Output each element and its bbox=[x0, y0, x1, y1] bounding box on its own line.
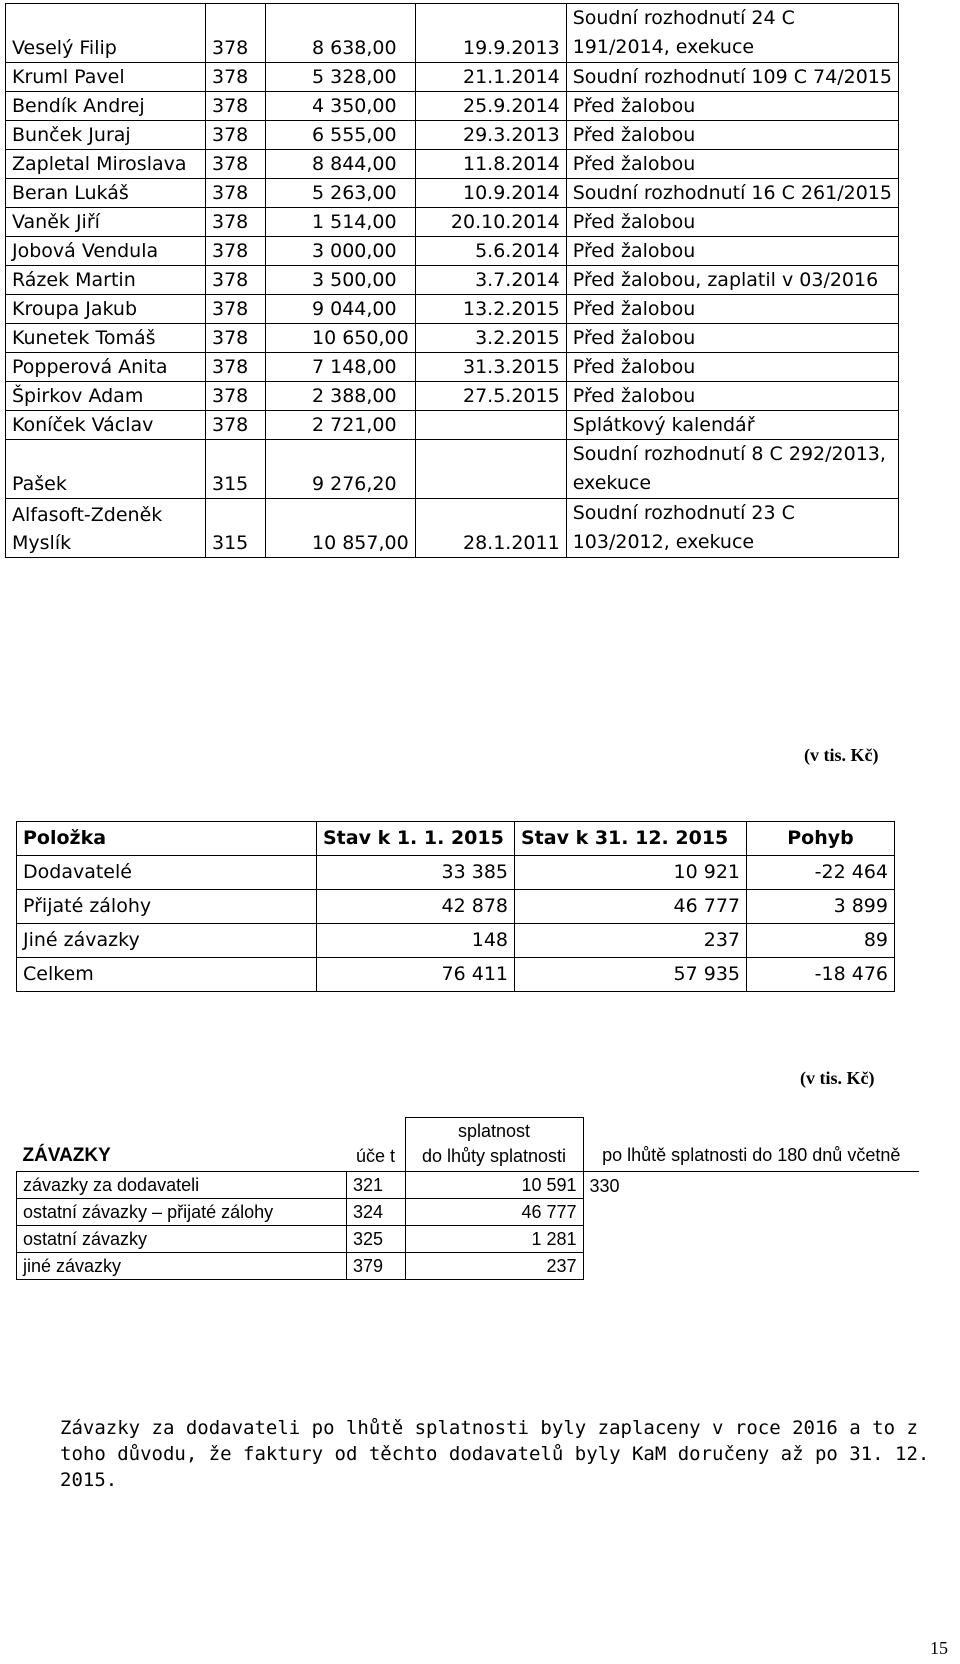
debtor-status: Před žalobou bbox=[566, 150, 898, 179]
zavazky-header-ucet: úče t bbox=[347, 1144, 406, 1172]
debtor-date: 21.1.2014 bbox=[415, 63, 566, 92]
table-row bbox=[17, 1172, 920, 1199]
zavazky-header-row-1 bbox=[17, 1118, 920, 1145]
debtor-amount: 2 721,00 bbox=[266, 411, 416, 440]
zavazky-label: jiné závazky bbox=[17, 1253, 347, 1280]
debtor-status: Soudní rozhodnutí 23 C 103/2012, exekuce bbox=[566, 499, 898, 558]
debtor-status: Před žalobou, zaplatil v 03/2016 bbox=[566, 266, 898, 295]
zavazky-header-row-2 bbox=[17, 1144, 920, 1172]
debtor-amount: 10 857,00 bbox=[266, 499, 416, 558]
debtor-account: 378 bbox=[206, 150, 266, 179]
debtor-amount: 7 148,00 bbox=[266, 353, 416, 382]
debtor-status: Soudní rozhodnutí 16 C 261/2015 bbox=[566, 179, 898, 208]
debtor-date: 27.5.2015 bbox=[415, 382, 566, 411]
zavazky-label: závazky za dodavateli bbox=[17, 1172, 347, 1199]
debtor-amount: 4 350,00 bbox=[266, 92, 416, 121]
debtor-name: Bunček Juraj bbox=[6, 121, 206, 150]
debtor-date: 11.8.2014 bbox=[415, 150, 566, 179]
debtor-date: 13.2.2015 bbox=[415, 295, 566, 324]
summary-cell: Celkem bbox=[17, 958, 317, 992]
table-row bbox=[17, 856, 895, 890]
table-row bbox=[6, 353, 899, 382]
debtor-status: Před žalobou bbox=[566, 295, 898, 324]
summary-cell: 10 921 bbox=[515, 856, 747, 890]
summary-header-row bbox=[17, 822, 895, 856]
debtor-name: Pašek bbox=[6, 440, 206, 499]
table-row bbox=[6, 411, 899, 440]
debtor-account: 378 bbox=[206, 382, 266, 411]
table-row bbox=[6, 63, 899, 92]
debtor-amount: 10 650,00 bbox=[266, 324, 416, 353]
table-row bbox=[6, 150, 899, 179]
table-row bbox=[6, 4, 899, 63]
debtor-account: 378 bbox=[206, 237, 266, 266]
zavazky-title: ZÁVAZKY bbox=[17, 1144, 347, 1172]
debtor-amount: 8 844,00 bbox=[266, 150, 416, 179]
debtor-account: 378 bbox=[206, 353, 266, 382]
summary-cell: Dodavatelé bbox=[17, 856, 317, 890]
debtor-name: Koníček Václav bbox=[6, 411, 206, 440]
table-row bbox=[6, 179, 899, 208]
debtor-amount: 3 000,00 bbox=[266, 237, 416, 266]
debtor-name: Kruml Pavel bbox=[6, 63, 206, 92]
table-row bbox=[17, 1253, 920, 1280]
debtor-account: 378 bbox=[206, 63, 266, 92]
zavazky-value: 46 777 bbox=[405, 1199, 583, 1226]
debtor-account: 378 bbox=[206, 411, 266, 440]
debtor-date: 10.9.2014 bbox=[415, 179, 566, 208]
table-row bbox=[17, 1226, 920, 1253]
debtor-name: Vaněk Jiří bbox=[6, 208, 206, 237]
table-row bbox=[17, 1199, 920, 1226]
table-row bbox=[6, 324, 899, 353]
zavazky-overdue bbox=[583, 1253, 919, 1280]
debtor-account: 378 bbox=[206, 92, 266, 121]
debtor-date bbox=[415, 411, 566, 440]
debtor-status: Před žalobou bbox=[566, 353, 898, 382]
debtor-status: Soudní rozhodnutí 109 C 74/2015 bbox=[566, 63, 898, 92]
debtor-date: 25.9.2014 bbox=[415, 92, 566, 121]
debtor-amount: 5 328,00 bbox=[266, 63, 416, 92]
debtor-name: Zapletal Miroslava bbox=[6, 150, 206, 179]
zavazky-ucet: 324 bbox=[347, 1199, 406, 1226]
debtor-status: Před žalobou bbox=[566, 382, 898, 411]
debtor-status: Soudní rozhodnutí 24 C 191/2014, exekuce bbox=[566, 4, 898, 63]
debtor-account: 315 bbox=[206, 440, 266, 499]
debtor-account: 378 bbox=[206, 324, 266, 353]
debtor-name: Alfasoft-Zdeněk Myslík bbox=[6, 499, 206, 558]
debtors-body bbox=[6, 4, 899, 558]
zavazky-value: 1 281 bbox=[405, 1226, 583, 1253]
debtor-account: 378 bbox=[206, 179, 266, 208]
unit-label-zavazky: (v tis. Kč) bbox=[800, 1068, 875, 1088]
debtor-account: 378 bbox=[206, 208, 266, 237]
zavazky-overdue bbox=[583, 1226, 919, 1253]
table-row bbox=[6, 499, 899, 558]
table-row bbox=[6, 92, 899, 121]
debtor-date: 19.9.2013 bbox=[415, 4, 566, 63]
debtor-status: Soudní rozhodnutí 8 C 292/2013, exekuce bbox=[566, 440, 898, 499]
summary-cell: 42 878 bbox=[317, 890, 515, 924]
debtor-date: 31.3.2015 bbox=[415, 353, 566, 382]
debtor-date: 20.10.2014 bbox=[415, 208, 566, 237]
zavazky-overdue bbox=[583, 1199, 919, 1226]
summary-cell: 46 777 bbox=[515, 890, 747, 924]
table-row bbox=[6, 266, 899, 295]
debtor-date: 29.3.2013 bbox=[415, 121, 566, 150]
debtor-status: Před žalobou bbox=[566, 121, 898, 150]
table-row bbox=[6, 121, 899, 150]
summary-cell: 3 899 bbox=[747, 890, 895, 924]
debtor-account: 378 bbox=[206, 4, 266, 63]
table-row bbox=[17, 890, 895, 924]
zavazky-label: ostatní závazky bbox=[17, 1226, 347, 1253]
debtor-account: 378 bbox=[206, 266, 266, 295]
debtor-name: Veselý Filip bbox=[6, 4, 206, 63]
zavazky-ucet: 379 bbox=[347, 1253, 406, 1280]
summary-cell: -18 476 bbox=[747, 958, 895, 992]
debtor-amount: 8 638,00 bbox=[266, 4, 416, 63]
summary-cell: 148 bbox=[317, 924, 515, 958]
debtor-status: Před žalobou bbox=[566, 324, 898, 353]
summary-cell: 76 411 bbox=[317, 958, 515, 992]
debtor-date: 28.1.2011 bbox=[415, 499, 566, 558]
summary-header-end: Stav k 31. 12. 2015 bbox=[515, 822, 747, 856]
zavazky-table bbox=[16, 1117, 919, 1280]
page-number: 15 bbox=[930, 1638, 948, 1658]
table-row bbox=[6, 237, 899, 266]
table-row bbox=[6, 295, 899, 324]
table-row bbox=[17, 924, 895, 958]
summary-cell: -22 464 bbox=[747, 856, 895, 890]
summary-header-change: Pohyb bbox=[747, 822, 895, 856]
summary-cell: 33 385 bbox=[317, 856, 515, 890]
debtor-date bbox=[415, 440, 566, 499]
summary-header-start: Stav k 1. 1. 2015 bbox=[317, 822, 515, 856]
debtor-amount: 6 555,00 bbox=[266, 121, 416, 150]
debtor-amount: 1 514,00 bbox=[266, 208, 416, 237]
zavazky-header-do-lhuty: do lhůty splatnosti bbox=[405, 1144, 583, 1172]
zavazky-overdue: 330 bbox=[583, 1172, 919, 1199]
debtor-date: 5.6.2014 bbox=[415, 237, 566, 266]
debtor-name: Špirkov Adam bbox=[6, 382, 206, 411]
debtor-amount: 2 388,00 bbox=[266, 382, 416, 411]
debtor-status: Splátkový kalendář bbox=[566, 411, 898, 440]
zavazky-ucet: 321 bbox=[347, 1172, 406, 1199]
debtor-name: Rázek Martin bbox=[6, 266, 206, 295]
debtor-account: 378 bbox=[206, 121, 266, 150]
summary-header-item: Položka bbox=[17, 822, 317, 856]
summary-cell: Jiné závazky bbox=[17, 924, 317, 958]
table-row bbox=[17, 958, 895, 992]
debtor-amount: 3 500,00 bbox=[266, 266, 416, 295]
debtor-name: Bendík Andrej bbox=[6, 92, 206, 121]
debtors-table bbox=[5, 3, 899, 558]
debtor-account: 315 bbox=[206, 499, 266, 558]
zavazky-label: ostatní závazky – přijaté zálohy bbox=[17, 1199, 347, 1226]
zavazky-header-splatnost: splatnost bbox=[405, 1118, 583, 1145]
table-row bbox=[6, 382, 899, 411]
debtor-amount: 9 276,20 bbox=[266, 440, 416, 499]
summary-cell: 237 bbox=[515, 924, 747, 958]
summary-cell: 57 935 bbox=[515, 958, 747, 992]
debtor-date: 3.7.2014 bbox=[415, 266, 566, 295]
zavazky-value: 10 591 bbox=[405, 1172, 583, 1199]
debtor-amount: 9 044,00 bbox=[266, 295, 416, 324]
debtor-account: 378 bbox=[206, 295, 266, 324]
debtor-status: Před žalobou bbox=[566, 208, 898, 237]
zavazky-header-po-lhute: po lhůtě splatnosti do 180 dnů včetně bbox=[602, 1145, 901, 1165]
footnote-paragraph: Závazky za dodavateli po lhůtě splatnosti byly zaplaceny v roce 2016 a to z toho důvodu, že faktury od těchto dodavatelů byly KaM doručeny až po 31. 12. 2015. bbox=[60, 1417, 930, 1491]
debtor-name: Beran Lukáš bbox=[6, 179, 206, 208]
table-row bbox=[6, 208, 899, 237]
debtor-name: Jobová Vendula bbox=[6, 237, 206, 266]
debtor-amount: 5 263,00 bbox=[266, 179, 416, 208]
debtor-status: Před žalobou bbox=[566, 237, 898, 266]
debtor-date: 3.2.2015 bbox=[415, 324, 566, 353]
table-row bbox=[6, 440, 899, 499]
zavazky-ucet: 325 bbox=[347, 1226, 406, 1253]
summary-cell: Přijaté zálohy bbox=[17, 890, 317, 924]
debtor-name: Kunetek Tomáš bbox=[6, 324, 206, 353]
debtor-status: Před žalobou bbox=[566, 92, 898, 121]
debtor-name: Popperová Anita bbox=[6, 353, 206, 382]
debtor-name: Kroupa Jakub bbox=[6, 295, 206, 324]
unit-label-summary: (v tis. Kč) bbox=[804, 745, 879, 765]
liabilities-summary-table bbox=[16, 821, 895, 992]
summary-cell: 89 bbox=[747, 924, 895, 958]
zavazky-value: 237 bbox=[405, 1253, 583, 1280]
